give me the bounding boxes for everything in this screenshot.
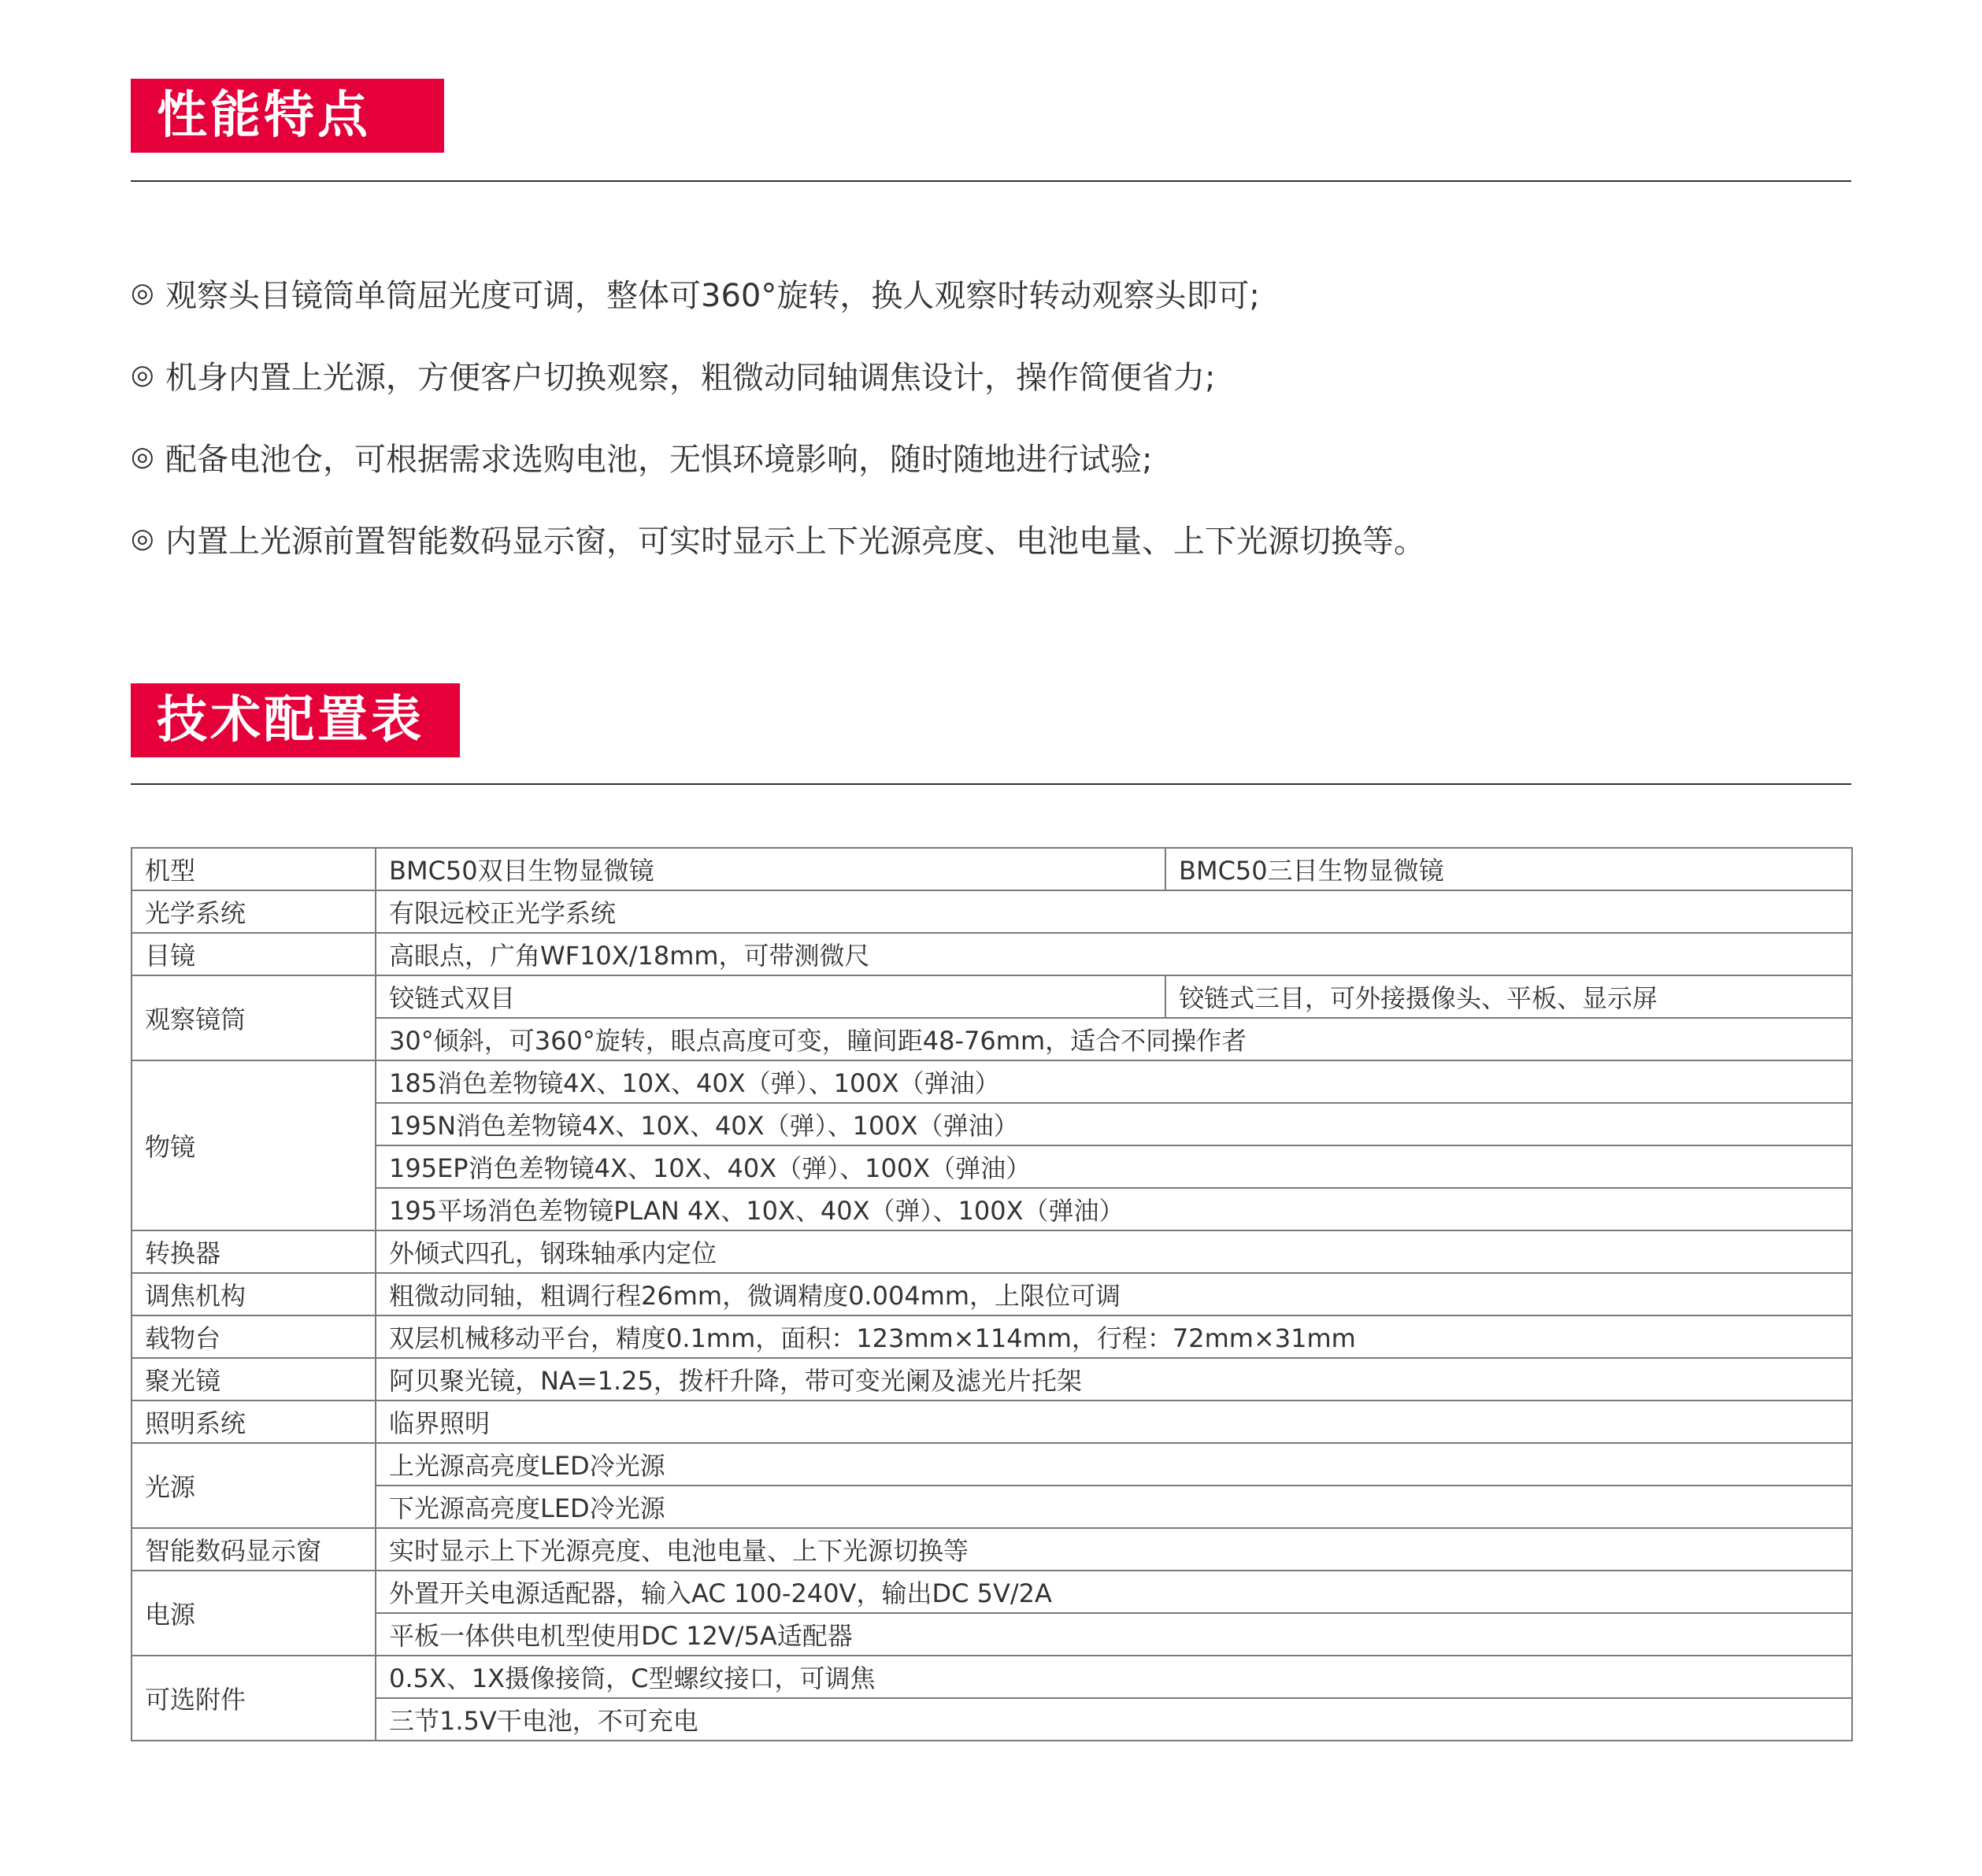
feature-item bbox=[131, 334, 1851, 416]
cell-value: 0.5X、1X摄像接筒，C型螺纹接口，可调焦 bbox=[376, 1656, 1852, 1698]
cell-value: 临界照明 bbox=[376, 1401, 1852, 1443]
cell-value: 195EP消色差物镜4X、10X、40X（弹）、100X（弹油） bbox=[376, 1145, 1852, 1188]
row-label: 电源 bbox=[132, 1571, 376, 1656]
divider-spec bbox=[131, 783, 1851, 785]
row-label: 智能数码显示窗 bbox=[132, 1528, 376, 1571]
cell-value: 实时显示上下光源亮度、电池电量、上下光源切换等 bbox=[376, 1528, 1852, 1571]
cell-value: 外倾式四孔，钢珠轴承内定位 bbox=[376, 1230, 1852, 1273]
feature-item bbox=[131, 252, 1851, 334]
row-label: 光源 bbox=[132, 1443, 376, 1528]
divider-features bbox=[131, 180, 1851, 182]
row-label: 光学系统 bbox=[132, 890, 376, 933]
table-row bbox=[132, 1188, 1852, 1230]
row-label: 转换器 bbox=[132, 1230, 376, 1273]
cell-value: 双层机械移动平台，精度0.1mm，面积：123mm×114mm，行程：72mm×31mm bbox=[376, 1315, 1852, 1358]
table-row bbox=[132, 1060, 1852, 1103]
row-label: 物镜 bbox=[132, 1060, 376, 1230]
row-label: 目镜 bbox=[132, 933, 376, 975]
cell-value: 铰链式双目 bbox=[376, 975, 1165, 1018]
table-row bbox=[132, 1698, 1852, 1741]
table-row bbox=[132, 1018, 1852, 1060]
table-row bbox=[132, 1401, 1852, 1443]
table-row bbox=[132, 1571, 1852, 1613]
table-row bbox=[132, 1358, 1852, 1401]
table-row bbox=[132, 1613, 1852, 1656]
feature-text: 观察头目镜筒单筒屈光度可调，整体可360°旋转，换人观察时转动观察头即可; bbox=[165, 277, 1260, 314]
feature-list bbox=[131, 252, 1851, 579]
table-row bbox=[132, 1230, 1852, 1273]
spec-table bbox=[131, 847, 1853, 1741]
cell-value: 铰链式三目，可外接摄像头、平板、显示屏 bbox=[1165, 975, 1852, 1018]
feature-text: 配备电池仓，可根据需求选购电池，无惧环境影响，随时随地进行试验; bbox=[165, 441, 1153, 478]
cell-value: 195平场消色差物镜PLAN 4X、10X、40X（弹）、100X（弹油） bbox=[376, 1188, 1852, 1230]
cell-value: 185消色差物镜4X、10X、40X（弹）、100X（弹油） bbox=[376, 1060, 1852, 1103]
table-row bbox=[132, 1315, 1852, 1358]
cell-value: 粗微动同轴，粗调行程26mm，微调精度0.004mm，上限位可调 bbox=[376, 1273, 1852, 1315]
table-row bbox=[132, 1145, 1852, 1188]
table-row bbox=[132, 890, 1852, 933]
cell-value: BMC50三目生物显微镜 bbox=[1165, 848, 1852, 890]
feature-item bbox=[131, 498, 1851, 579]
table-row bbox=[132, 1103, 1852, 1145]
bullet-icon: ◎ bbox=[131, 523, 154, 554]
feature-text: 内置上光源前置智能数码显示窗，可实时显示上下光源亮度、电池电量、上下光源切换等。 bbox=[165, 523, 1425, 560]
feature-text: 机身内置上光源，方便客户切换观察，粗微动同轴调焦设计，操作简便省力; bbox=[165, 359, 1216, 396]
table-row bbox=[132, 975, 1852, 1018]
row-label: 机型 bbox=[132, 848, 376, 890]
row-label: 载物台 bbox=[132, 1315, 376, 1358]
cell-value: BMC50双目生物显微镜 bbox=[376, 848, 1165, 890]
row-label: 照明系统 bbox=[132, 1401, 376, 1443]
bullet-icon: ◎ bbox=[131, 277, 154, 309]
table-row bbox=[132, 848, 1852, 890]
section-title-features: 性能特点 bbox=[131, 79, 444, 153]
table-row bbox=[132, 1273, 1852, 1315]
table-row bbox=[132, 1528, 1852, 1571]
cell-value: 三节1.5V干电池，不可充电 bbox=[376, 1698, 1852, 1741]
table-row bbox=[132, 1486, 1852, 1528]
feature-item bbox=[131, 416, 1851, 498]
cell-value: 有限远校正光学系统 bbox=[376, 890, 1852, 933]
row-label: 调焦机构 bbox=[132, 1273, 376, 1315]
table-row bbox=[132, 1656, 1852, 1698]
row-label: 观察镜筒 bbox=[132, 975, 376, 1060]
section-title-spec: 技术配置表 bbox=[131, 683, 460, 757]
cell-value: 平板一体供电机型使用DC 12V/5A适配器 bbox=[376, 1613, 1852, 1656]
table-row bbox=[132, 1443, 1852, 1486]
row-label: 聚光镜 bbox=[132, 1358, 376, 1401]
cell-value: 外置开关电源适配器，输入AC 100-240V，输出DC 5V/2A bbox=[376, 1571, 1852, 1613]
row-label: 可选附件 bbox=[132, 1656, 376, 1741]
table-row bbox=[132, 933, 1852, 975]
cell-value: 30°倾斜，可360°旋转，眼点高度可变，瞳间距48-76mm，适合不同操作者 bbox=[376, 1018, 1852, 1060]
bullet-icon: ◎ bbox=[131, 441, 154, 472]
bullet-icon: ◎ bbox=[131, 359, 154, 390]
cell-value: 上光源高亮度LED冷光源 bbox=[376, 1443, 1852, 1486]
cell-value: 195N消色差物镜4X、10X、40X（弹）、100X（弹油） bbox=[376, 1103, 1852, 1145]
cell-value: 下光源高亮度LED冷光源 bbox=[376, 1486, 1852, 1528]
cell-value: 高眼点，广角WF10X/18mm，可带测微尺 bbox=[376, 933, 1852, 975]
cell-value: 阿贝聚光镜，NA=1.25，拨杆升降，带可变光阑及滤光片托架 bbox=[376, 1358, 1852, 1401]
